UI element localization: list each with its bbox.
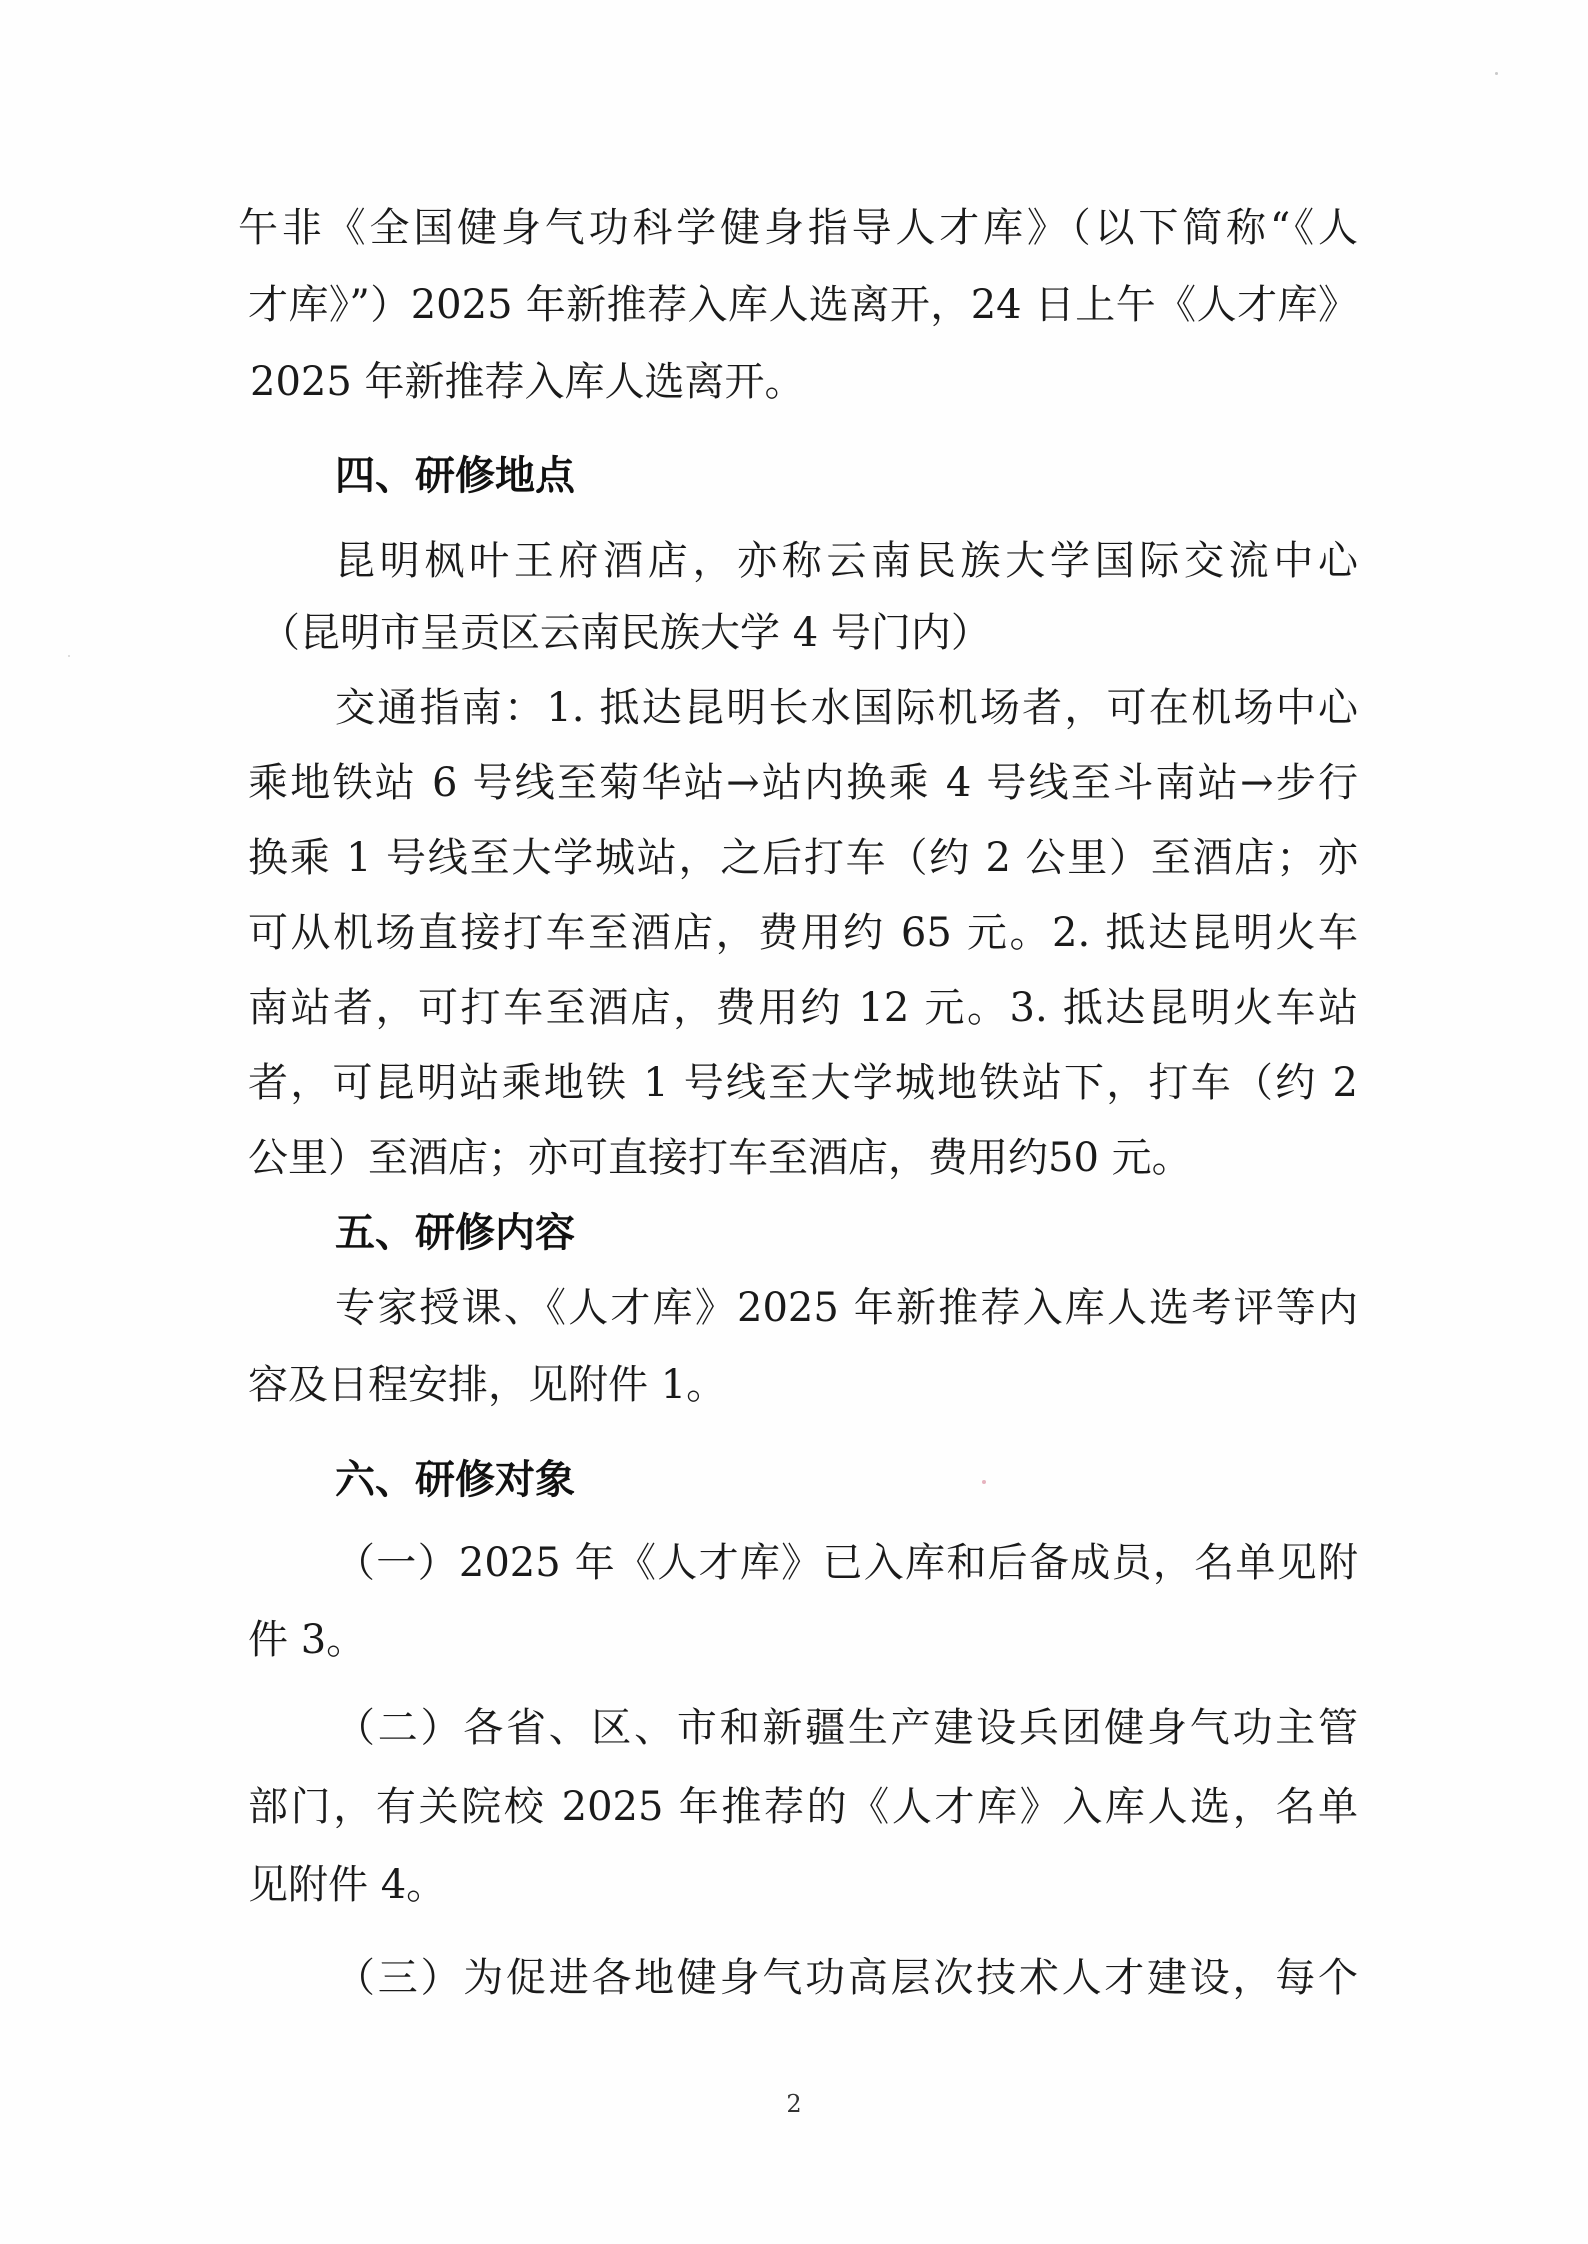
section-heading-content: 五、研修内容	[335, 1210, 575, 1256]
body-line: 可从机场直接打车至酒店，费用约 65 元。2. 抵达昆明火车	[248, 910, 1358, 956]
scan-speck	[68, 655, 70, 657]
body-line: 午非《全国健身气功科学健身指导人才库》（以下简称“《人	[238, 205, 1358, 251]
body-line: 南站者，可打车至酒店，费用约 12 元。3. 抵达昆明火车站	[248, 985, 1358, 1031]
body-line: （一）2025 年《人才库》已入库和后备成员，名单见附	[335, 1540, 1358, 1586]
body-line: 见附件 4。	[248, 1862, 447, 1908]
body-line: 才库》”）2025 年新推荐入库人选离开，24 日上午《人才库》	[248, 282, 1358, 328]
body-line: 部门，有关院校 2025 年推荐的《人才库》入库人选，名单	[248, 1784, 1358, 1830]
body-line: 昆明枫叶王府酒店，亦称云南民族大学国际交流中心	[335, 538, 1358, 584]
section-heading-location: 四、研修地点	[335, 453, 575, 499]
scan-speck	[982, 1480, 986, 1484]
body-line: 乘地铁站 6 号线至菊华站→站内换乘 4 号线至斗南站→步行	[248, 760, 1358, 806]
body-line: 者，可昆明站乘地铁 1 号线至大学城地铁站下，打车（约 2	[248, 1060, 1358, 1106]
body-line: 2025 年新推荐入库人选离开。	[250, 359, 805, 405]
body-line: （三）为促进各地健身气功高层次技术人才建设，每个	[335, 1955, 1358, 2001]
body-line: 公里）至酒店；亦可直接打车至酒店，费用约50 元。	[248, 1135, 1192, 1181]
body-line: （昆明市呈贡区云南民族大学 4 号门内）	[260, 610, 991, 656]
body-line: 交通指南：1. 抵达昆明长水国际机场者，可在机场中心	[335, 685, 1358, 731]
page-number: 2	[786, 2090, 802, 2118]
body-line: 容及日程安排，见附件 1。	[248, 1362, 727, 1408]
body-line: 换乘 1 号线至大学城站，之后打车（约 2 公里）至酒店；亦	[248, 835, 1358, 881]
body-line: 件 3。	[248, 1617, 367, 1663]
body-line: 专家授课、《人才库》2025 年新推荐入库人选考评等内	[335, 1285, 1358, 1331]
section-heading-participants: 六、研修对象	[335, 1457, 575, 1503]
scan-speck	[1495, 72, 1498, 75]
body-line: （二）各省、区、市和新疆生产建设兵团健身气功主管	[335, 1705, 1358, 1751]
